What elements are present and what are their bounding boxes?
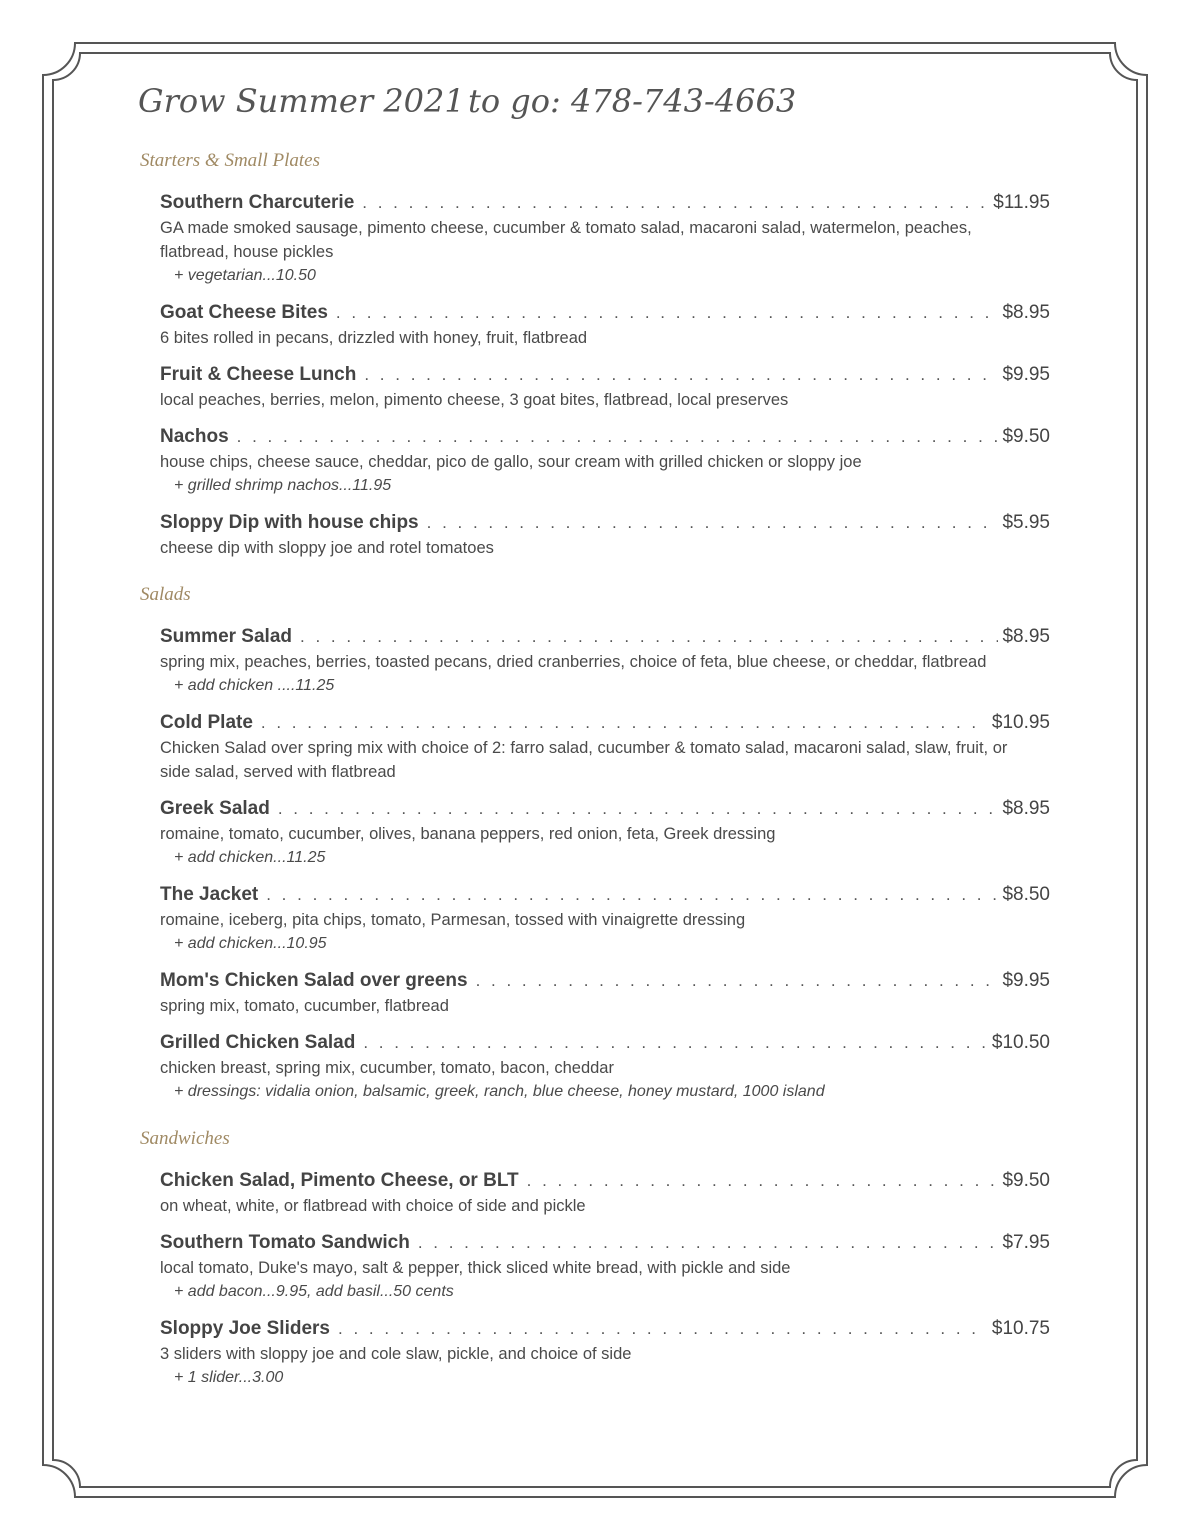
menu-item [160, 302, 1050, 350]
menu-item [160, 798, 1050, 870]
dot-leader [278, 800, 999, 817]
item-name: Goat Cheese Bites [160, 302, 328, 323]
item-price: $9.50 [1002, 1170, 1050, 1191]
dot-leader [338, 1320, 988, 1337]
item-name: Sloppy Dip with house chips [160, 512, 419, 533]
item-name: Cold Plate [160, 712, 253, 733]
menu-item [160, 364, 1050, 412]
item-name: Sloppy Joe Sliders [160, 1318, 330, 1339]
menu-item [160, 1232, 1050, 1304]
menu-content [140, 150, 1050, 1414]
item-description: spring mix, tomato, cucumber, flatbread [160, 997, 449, 1015]
item-price: $7.95 [1002, 1232, 1050, 1253]
dot-leader [527, 1172, 999, 1189]
item-description: 3 sliders with sloppy joe and cole slaw, pickle, and choice of side [160, 1345, 632, 1363]
menu-item [160, 712, 1050, 784]
item-line [160, 512, 1050, 534]
item-description: on wheat, white, or flatbread with choice of side and pickle [160, 1197, 586, 1215]
item-line [160, 626, 1050, 648]
item-line [160, 884, 1050, 906]
dot-leader [336, 304, 999, 321]
menu-item [160, 626, 1050, 698]
item-description: Chicken Salad over spring mix with choice of 2: farro salad, cucumber & tomato salad, macaroni salad, slaw, fruit, or side salad, served with flatbread [160, 739, 1008, 781]
item-description: house chips, cheese sauce, cheddar, pico de gallo, sour cream with grilled chicken or sloppy joe [160, 453, 862, 471]
item-line [160, 1318, 1050, 1340]
item-price: $10.95 [991, 712, 1050, 733]
item-note: + 1 slider...3.00 [174, 1369, 284, 1386]
dot-leader [362, 194, 989, 211]
item-note: + add chicken...10.95 [174, 935, 327, 952]
item-note: + add chicken...11.25 [174, 849, 326, 866]
menu-section [140, 150, 1050, 560]
item-line [160, 970, 1050, 992]
item-price: $8.95 [1002, 798, 1050, 819]
item-description: cheese dip with sloppy joe and rotel tomatoes [160, 539, 494, 557]
menu-item [160, 1032, 1050, 1104]
item-name: Summer Salad [160, 626, 292, 647]
dot-leader [266, 886, 998, 903]
menu-item [160, 426, 1050, 498]
item-name: Southern Tomato Sandwich [160, 1232, 410, 1253]
item-description: 6 bites rolled in pecans, drizzled with honey, fruit, flatbread [160, 329, 588, 347]
item-price: $8.95 [1002, 626, 1050, 647]
item-price: $11.95 [993, 192, 1050, 213]
item-name: Greek Salad [160, 798, 270, 819]
item-name: Nachos [160, 426, 229, 447]
item-price: $8.50 [1002, 884, 1050, 905]
item-name: Chicken Salad, Pimento Cheese, or BLT [160, 1170, 519, 1191]
section-title: Salads [140, 584, 191, 605]
item-note: + grilled shrimp nachos...11.95 [174, 477, 392, 494]
item-line [160, 798, 1050, 820]
item-price: $9.95 [1002, 364, 1050, 385]
section-title: Sandwiches [140, 1128, 230, 1149]
menu-section [140, 1128, 1050, 1390]
dot-leader [418, 1234, 999, 1251]
to-go-phone: to go: 478-743-4663 [468, 82, 797, 120]
item-name: Fruit & Cheese Lunch [160, 364, 357, 385]
item-description: romaine, tomato, cucumber, olives, banana peppers, red onion, feta, Greek dressing [160, 825, 776, 843]
menu-section [140, 584, 1050, 1104]
item-price: $10.50 [991, 1032, 1050, 1053]
item-description: chicken breast, spring mix, cucumber, tomato, bacon, cheddar [160, 1059, 614, 1077]
item-price: $9.50 [1002, 426, 1050, 447]
item-line [160, 1032, 1050, 1054]
item-line [160, 712, 1050, 734]
item-name: Grilled Chicken Salad [160, 1032, 356, 1053]
item-price: $10.75 [991, 1318, 1050, 1339]
item-line [160, 1170, 1050, 1192]
item-note: + add chicken ....11.25 [174, 677, 335, 694]
menu-item [160, 512, 1050, 560]
dot-leader [476, 972, 999, 989]
item-note: + add bacon...9.95, add basil...50 cents [174, 1283, 454, 1300]
item-name: The Jacket [160, 884, 259, 905]
item-price: $5.95 [1002, 512, 1050, 533]
menu-title: Grow Summer 2021 [138, 82, 465, 120]
item-line [160, 1232, 1050, 1254]
item-price: $8.95 [1002, 302, 1050, 323]
dot-leader [364, 366, 998, 383]
item-description: local peaches, berries, melon, pimento cheese, 3 goat bites, flatbread, local preserves [160, 391, 789, 409]
dot-leader [261, 714, 988, 731]
menu-item [160, 884, 1050, 956]
item-name: Southern Charcuterie [160, 192, 355, 213]
section-title: Starters & Small Plates [140, 150, 320, 171]
item-price: $9.95 [1002, 970, 1050, 991]
menu-item [160, 192, 1050, 288]
dot-leader [237, 428, 999, 445]
item-note: + dressings: vidalia onion, balsamic, greek, ranch, blue cheese, honey mustard, 1000 island [174, 1083, 825, 1100]
dot-leader [427, 514, 999, 531]
menu-item [160, 1318, 1050, 1390]
item-line [160, 302, 1050, 324]
item-name: Mom's Chicken Salad over greens [160, 970, 468, 991]
menu-header [138, 82, 838, 132]
dot-leader [300, 628, 998, 645]
item-line [160, 364, 1050, 386]
item-description: spring mix, peaches, berries, toasted pecans, dried cranberries, choice of feta, blue cheese, or cheddar, flatbread [160, 653, 987, 671]
item-note: + vegetarian...10.50 [174, 267, 316, 284]
item-description: romaine, iceberg, pita chips, tomato, Parmesan, tossed with vinaigrette dressing [160, 911, 746, 929]
item-description: GA made smoked sausage, pimento cheese, cucumber & tomato salad, macaroni salad, watermelon, peaches, flatbread, house pickles [160, 219, 972, 261]
item-line [160, 192, 1050, 214]
menu-item [160, 1170, 1050, 1218]
menu-item [160, 970, 1050, 1018]
item-description: local tomato, Duke's mayo, salt & pepper, thick sliced white bread, with pickle and side [160, 1259, 791, 1277]
item-line [160, 426, 1050, 448]
dot-leader [363, 1034, 988, 1051]
